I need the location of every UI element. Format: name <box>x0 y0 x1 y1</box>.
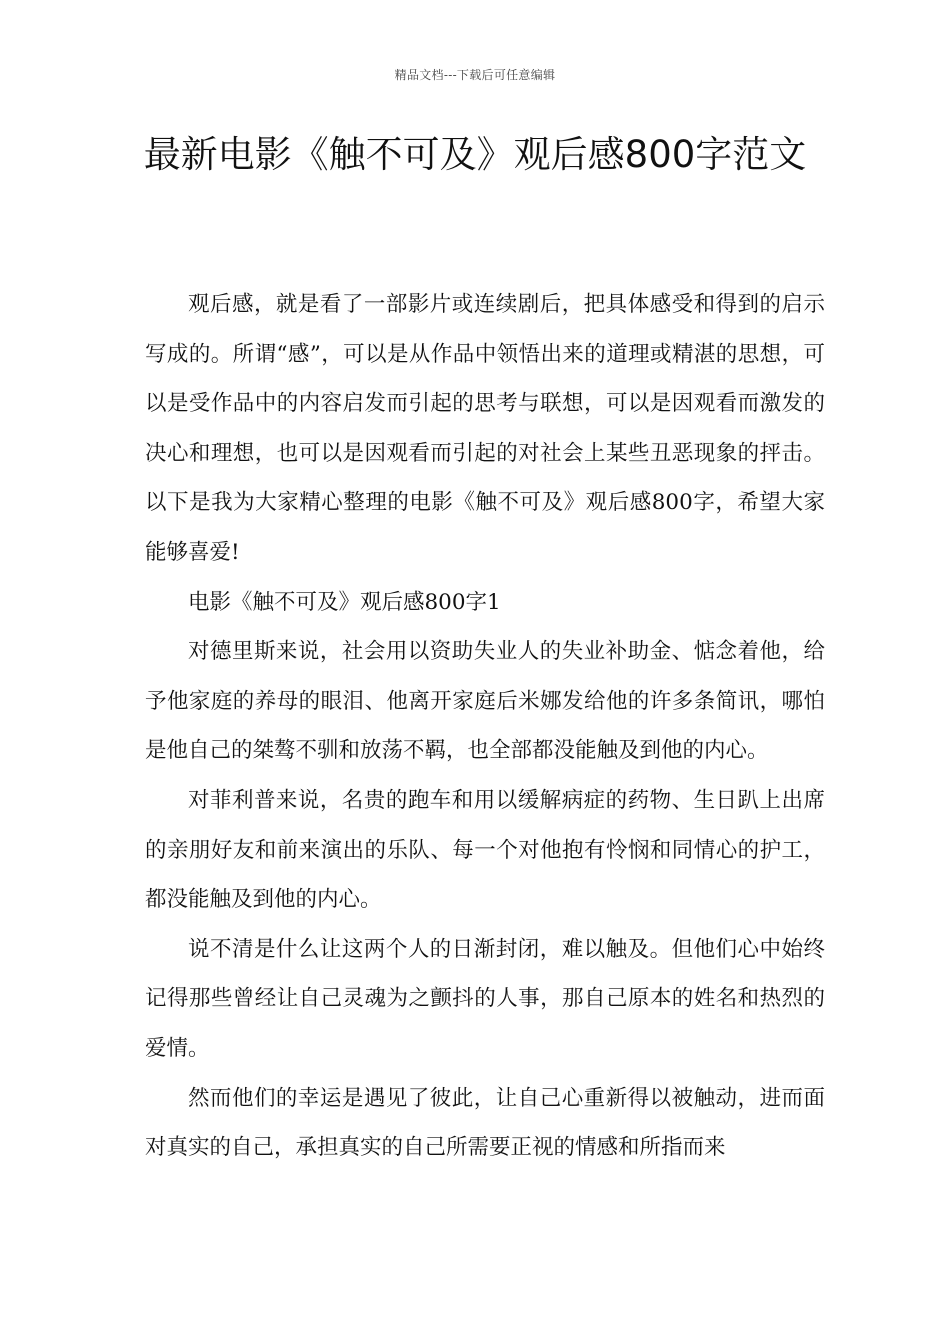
paragraph: 对德里斯来说，社会用以资助失业人的失业补助金、惦念着他，给予他家庭的养母的眼泪、他离开家庭后米娜发给他的许多条简讯，哪怕是他自己的桀骜不驯和放荡不羁，也全部都没能触及到他的内心。 <box>145 639 825 764</box>
document-title: 最新电影《触不可及》观后感800字范文 <box>143 133 807 176</box>
document-body <box>145 280 825 1173</box>
paragraph: 对菲利普来说，名贵的跑车和用以缓解病症的药物、生日趴上出席的亲朋好友和前来演出的乐队、每一个对他抱有怜悯和同情心的护工，都没能触及到他的内心。 <box>145 787 825 913</box>
section-heading: 电影《触不可及》观后感800字1 <box>188 589 501 615</box>
header-note: 精品文档---下载后可任意编辑 <box>394 68 556 82</box>
paragraph: 说不清是什么让这两个人的日渐封闭，难以触及。但他们心中始终记得那些曾经让自己灵魂为之颤抖的人事，那自己原本的姓名和热烈的爱情。 <box>145 936 825 1061</box>
paragraph: 然而他们的幸运是遇见了彼此，让自己心重新得以被触动，进而面对真实的自己，承担真实的自己所需要正视的情感和所指而来 <box>145 1085 825 1161</box>
paragraph-intro: 观后感，就是看了一部影片或连续剧后，把具体感受和得到的启示写成的。所谓“感”，可以是从作品中领悟出来的道理或精湛的思想，可以是受作品中的内容启发而引起的思考与联想，可以是因观看而激发的决心和理想，也可以是因观看而引起的对社会上某些丑恶现象的抨击。以下是我为大家精心整理的电影《触不可及》观后感800字，希望大家能够喜爱! <box>145 292 825 565</box>
